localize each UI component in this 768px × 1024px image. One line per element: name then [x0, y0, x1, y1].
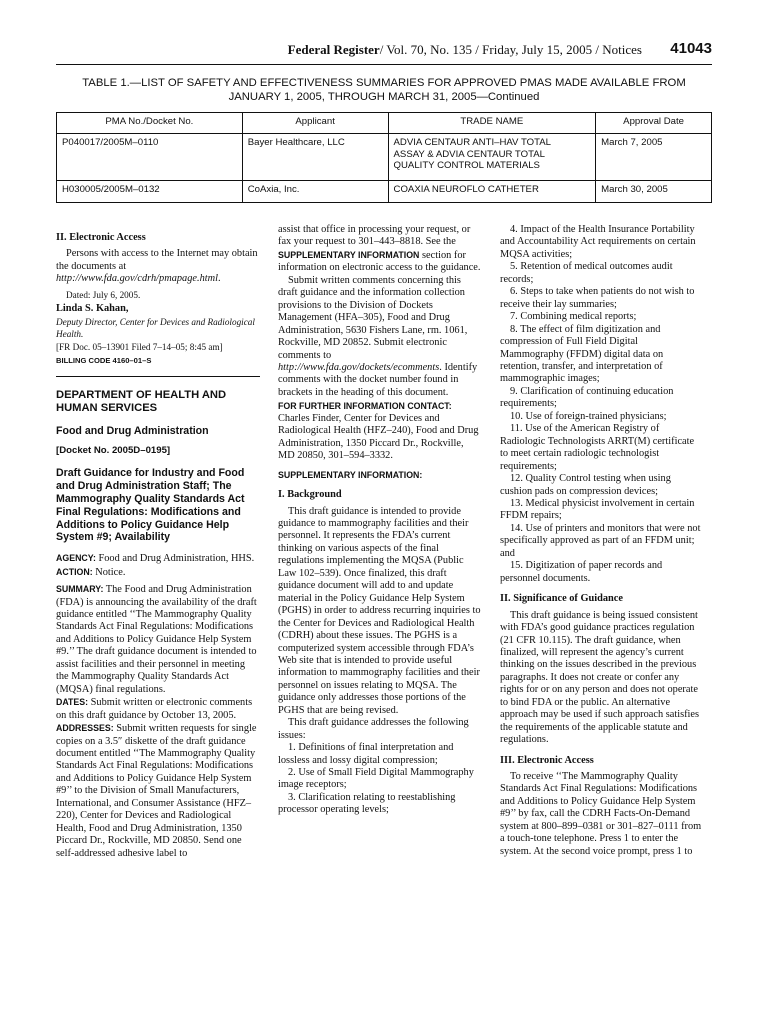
table-row [57, 181, 712, 203]
section-heading: II. Significance of Guidance [500, 593, 623, 605]
signer-name: Linda S. Kahan, [56, 303, 129, 315]
column-header: Approval Date [596, 113, 712, 134]
url-link[interactable]: http://www.fda.gov/cdrh/pmapage.html [56, 273, 218, 285]
table-caption [56, 76, 712, 104]
pma-table [56, 112, 712, 203]
column-1 [56, 224, 260, 860]
list-item: 3. Clarification relating to reestablishing processor operating levels; [278, 791, 456, 816]
column-header: TRADE NAME [388, 113, 596, 134]
signer-title-text: Deputy Director, Center for Devices and Radiological Health. [56, 316, 255, 340]
text: Submit written comments concerning this draft guidance and the information collection provisions to the Division of Dockets Management (HFA–305), Food and Drug Administration, 5630 Fishers Lane, rm. 1061, Rockville, MD 20852. Submit electronic comments to [278, 274, 468, 361]
table-cell: CoAxia, Inc. [242, 181, 388, 203]
dated: Dated: July 6, 2005. [66, 289, 141, 300]
contact-text: Charles Finder, Center for Devices and Radiological Health (HFZ–240), Food and Drug Administration, 1350 Piccard Dr., Rockville, MD 20850, 301–594–3332. [278, 412, 479, 462]
paragraph: To receive ‘‘The Mammography Quality Standards Act Final Regulations: Modifications and Additions to Policy Guidance Help System #9’’ by fax, call the CDRH Facts-On-Demand system at 800–899–0381 or 301–827–0111 from a touch-tone telephone. Press 1 to enter the system. At the second voice prompt, press 1 to [500, 771, 702, 857]
paragraph [56, 248, 260, 285]
paragraph: This draft guidance is being issued consistent with FDA’s good guidance practices regulation (21 CFR 10.115). The draft guidance, when finalized, will represent the agency’s current thinking on the issues described in the previous paragraphs. It does not create or confer any rights for or on any person and does not operate to bind FDA or the public. An alternative approach may be used if such approach satisfies the requirements of the applicable statute and regulations. [500, 609, 700, 746]
action-field [56, 566, 260, 579]
table-cell: P040017/2005M–0110 [57, 134, 243, 181]
text: assist that office in processing your request, or fax your request to 301–443–8818. See the [278, 224, 471, 248]
list-item: 6. Steps to take when patients do not wish to receive their lay summaries; [500, 286, 695, 310]
section-heading: III. Electronic Access [500, 754, 594, 766]
list-item: 15. Digitization of paper records and personnel documents. [500, 560, 663, 584]
field-label: DATES: [56, 697, 89, 708]
field-text: Notice. [92, 566, 126, 578]
section-heading: II. Electronic Access [56, 232, 146, 243]
url-link[interactable]: http://www.fda.gov/dockets/ecomments [278, 361, 440, 373]
table-caption-prefix: TABLE 1.— [82, 77, 142, 89]
dates-field [56, 696, 260, 722]
text: Persons with access to the Internet may obtain the documents at [56, 248, 258, 272]
paragraph [278, 275, 482, 400]
field-text: Submit written or electronic comments on this draft guidance by October 13, 2005. [56, 697, 253, 721]
text: . Identify comments with the docket number found in brackets in the heading of this document. [278, 361, 478, 398]
billing-code: BILLING CODE 4160–01–S [56, 356, 152, 366]
table-cell: March 30, 2005 [596, 181, 712, 203]
table-cell: H030005/2005M–0132 [57, 181, 243, 203]
field-text: Food and Drug Administration, HHS. [95, 553, 255, 565]
field-label: SUMMARY: [56, 584, 104, 595]
list-item: 1. Definitions of final interpretation and lossless and lossy digital compression; [278, 742, 454, 766]
list-item: 4. Impact of the Health Insurance Portability and Accountability Act requirements on certain MQSA activities; [500, 224, 696, 260]
table-caption-body: LIST OF SAFETY AND EFFECTIVENESS SUMMARIES FOR APPROVED PMAS MADE AVAILABLE FROM JANUARY 1, 2005, THROUGH MARCH 31, 2005—Continued [141, 77, 686, 103]
column-header: Applicant [242, 113, 388, 134]
text: section for information on electronic access to the guidance. [278, 249, 481, 274]
table-row [57, 134, 712, 181]
table-cell: COAXIA NEUROFLO CATHETER [388, 181, 596, 203]
table-cell: Bayer Healthcare, LLC [242, 134, 388, 181]
table-cell: ADVIA CENTAUR ANTI–HAV TOTAL ASSAY & ADVIA CENTAUR TOTAL QUALITY CONTROL MATERIALS [388, 134, 596, 181]
list-item: 8. The effect of film digitization and compression of Full Field Digital Mammography (FFDM) digital data on retention, transfer, and interpretation of mammographic images; [500, 323, 664, 385]
list-item: 9. Clarification of continuing education requirements; [500, 385, 674, 410]
signer-title [56, 316, 260, 341]
text: . [217, 273, 221, 285]
section-divider [56, 376, 260, 377]
addresses-field [56, 722, 260, 860]
column-header: PMA No./Docket No. [57, 113, 243, 134]
agency-heading: Food and Drug Administration [56, 424, 209, 437]
paragraph: This draft guidance addresses the following issues: [278, 717, 469, 741]
section-heading: I. Background [278, 489, 342, 501]
page-number: 41043 [670, 40, 712, 57]
table-header-row [57, 113, 712, 134]
inline-label: SUPPLEMENTARY INFORMATION [278, 249, 420, 260]
field-label: AGENCY: [56, 553, 96, 564]
field-text: The Food and Drug Administration (FDA) is announcing the availability of the draft guidance entitled ‘‘The Mammography Quality Standards Act Final Regulations: Modifications and Additions to Policy Guidance Help System #9.’’ The draft guidance document is intended to assist facilities and their personnel in meeting the Mammography Quality Standards Act (MQSA) final regulations. [56, 584, 257, 695]
header-rule [56, 64, 712, 65]
department-heading: DEPARTMENT OF HEALTH AND HUMAN SERVICES [56, 388, 227, 414]
paragraph [278, 224, 482, 275]
field-label: ACTION: [56, 566, 93, 577]
notice-title: Draft Guidance for Industry and Food and Drug Administration Staff; The Mammography Quality Standards Act Final Regulations: Modifications and Additions to Policy Guidance Help System #9; Availability [56, 467, 245, 544]
list-item: 5. Retention of medical outcomes audit records; [500, 261, 673, 285]
fr-doc: [FR Doc. 05–13901 Filed 7–14–05; 8:45 am] [56, 341, 223, 352]
summary-field [56, 583, 260, 696]
table-cell: March 7, 2005 [596, 134, 712, 181]
agency-field [56, 552, 260, 565]
list-item: 10. Use of foreign-trained physicians; [510, 410, 667, 422]
list-item: 2. Use of Small Field Digital Mammography image receptors; [278, 767, 474, 791]
journal-name: Federal Register [287, 42, 380, 57]
list-item: 11. Use of the American Registry of Radiologic Technologists ARRT(M) certificate to meet certain radiologic technologist requirements; [500, 423, 695, 472]
journal-issue: / Vol. 70, No. 135 / Friday, July 15, 2005 / Notices [379, 42, 642, 57]
list-item: 7. Combining medical reports; [510, 311, 637, 323]
journal-line [288, 42, 642, 58]
field-text: Submit written requests for single copies on a 3.5″ diskette of the draft guidance document entitled ‘‘The Mammography Quality Standards Act Final Regulations: Modifications and Additions to Policy Guidance Help System #9’’ to the Division of Small Manufacturers, International, and Consumer Assistance (HFZ–220), Center for Devices and Radiological Health, Food and Drug Administration, 1350 Piccard Dr., Rockville, MD 20850. Send one self-addressed adhesive label to [56, 723, 257, 859]
contact-label: FOR FURTHER INFORMATION CONTACT: [278, 401, 452, 412]
paragraph: This draft guidance is intended to provide guidance to mammography facilities and their personnel. It represents the FDA’s current thinking on various aspects of the final regulations implementing the MQSA (Public Law 102–539). Once finalized, this draft guidance document will add to and update material in the Policy Guidance Help System (PGHS) in order to address recurring inquiries to the Center for Devices and Radiological Health (CDRH) about these issues. The PGHS is a computerized system accessible through FDA’s Web site that is intended to provide useful information to mammography facilities and their personnel on issues relating to MQSA. The guidance only addresses those portions of the PGHS that are being revised. [278, 505, 481, 716]
list-item: 14. Use of printers and monitors that were not specifically approved as part of an FFDM unit; and [500, 522, 701, 559]
docket-number: [Docket No. 2005D–0195] [56, 444, 171, 456]
column-2 [278, 224, 482, 817]
field-label: ADDRESSES: [56, 723, 114, 734]
running-header [56, 40, 712, 60]
column-3 [500, 224, 704, 858]
list-item: 13. Medical physicist involvement in certain FFDM repairs; [500, 497, 695, 522]
supplementary-label: SUPPLEMENTARY INFORMATION: [278, 469, 423, 480]
list-item: 12. Quality Control testing when using cushion pads on compression devices; [500, 473, 671, 497]
